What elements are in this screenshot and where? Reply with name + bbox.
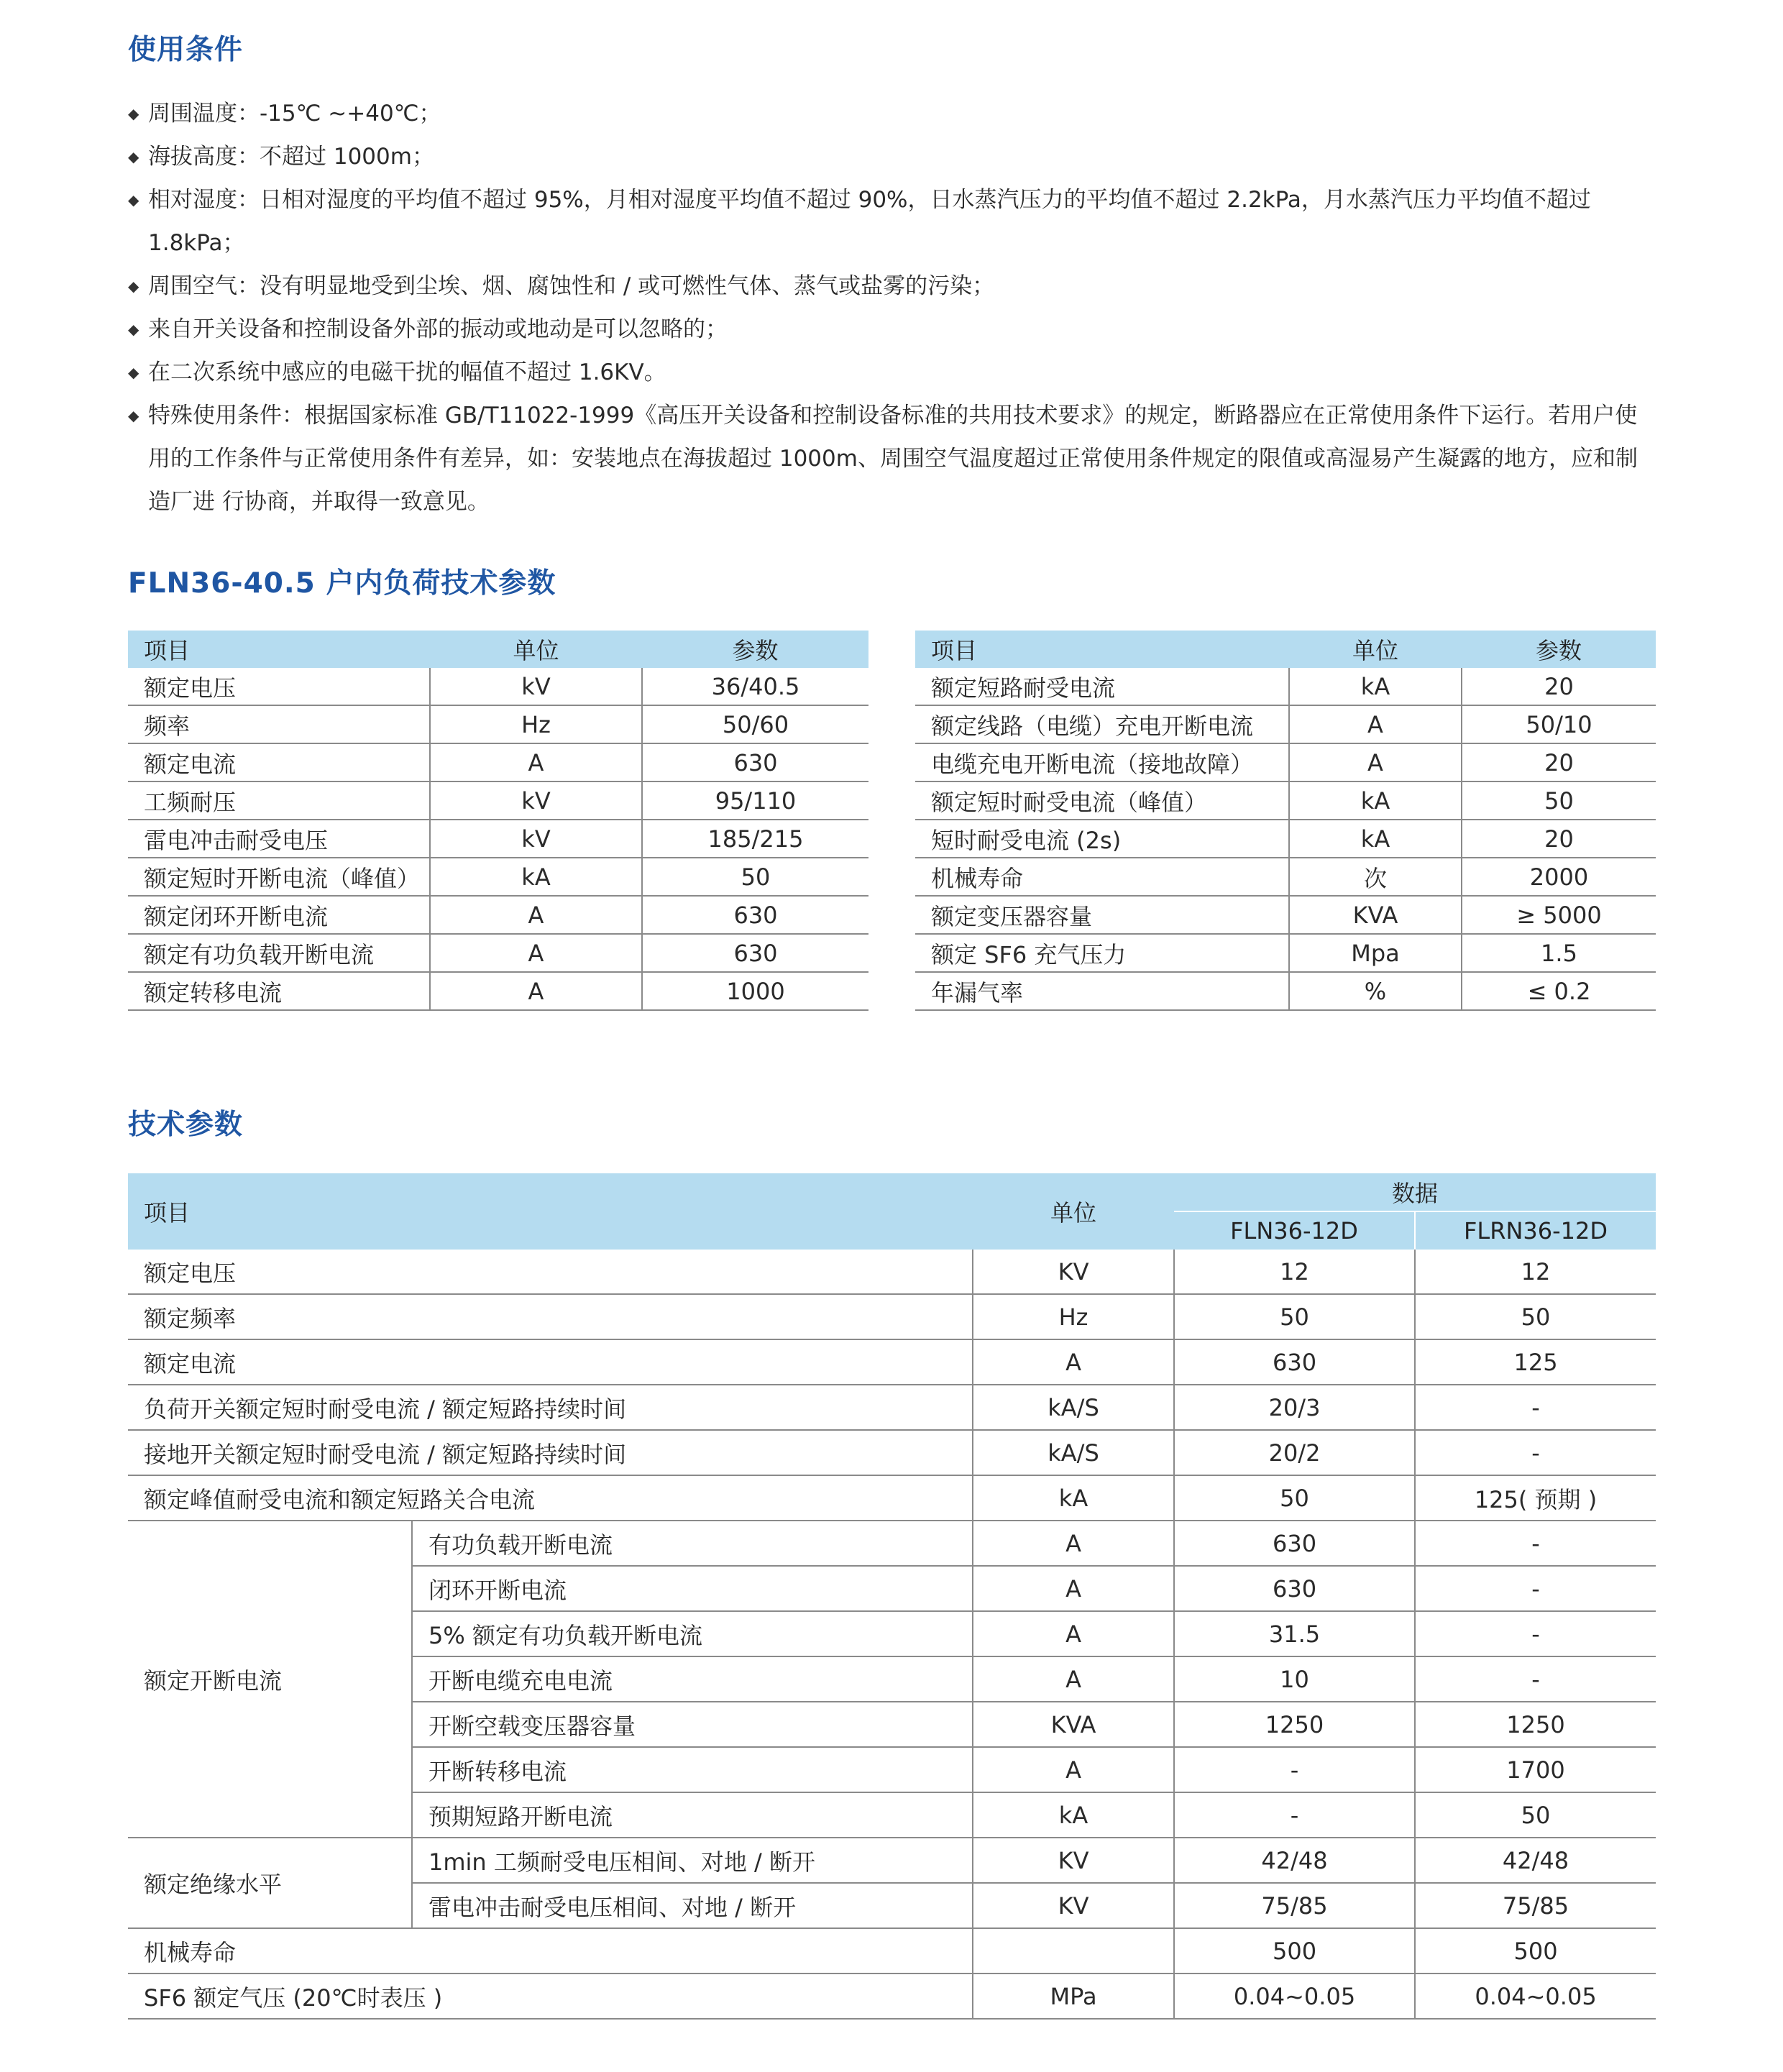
cell-unit: A (1289, 705, 1462, 743)
cell-value: 50 (642, 858, 868, 896)
cell-group-label: 额定开断电流 (128, 1521, 412, 1838)
cell-value-flrn36-12d: 12 (1415, 1250, 1656, 1294)
cell-item: 额定闭环开断电流 (128, 896, 430, 934)
cell-value-fln36-12d: 500 (1174, 1928, 1415, 1974)
cell-item: 开断空载变压器容量 (412, 1702, 973, 1747)
cell-unit: A (973, 1656, 1174, 1702)
cell-value-flrn36-12d: - (1415, 1430, 1656, 1475)
tech-params-table (128, 1173, 1656, 2020)
cell-item: 频率 (128, 705, 430, 743)
cell-value-fln36-12d: 31.5 (1174, 1611, 1415, 1656)
table-row (915, 743, 1656, 781)
cell-value: 1000 (642, 972, 868, 1010)
table-row (128, 705, 868, 743)
diamond-bullet-icon: ◆ (128, 321, 139, 338)
cell-item: 额定短时耐受电流（峰值） (915, 781, 1289, 820)
cell-unit: Mpa (1289, 934, 1462, 972)
cell-item: 雷电冲击耐受电压 (128, 820, 430, 858)
table-row (128, 1430, 1656, 1475)
cell-value-flrn36-12d: 0.04~0.05 (1415, 1974, 1656, 2019)
table-row (128, 781, 868, 820)
cell-item: 额定电压 (128, 668, 430, 705)
cell-item: 负荷开关额定短时耐受电流 / 额定短路持续时间 (128, 1385, 973, 1430)
cell-unit: % (1289, 972, 1462, 1010)
table-row (915, 896, 1656, 934)
cell-unit: A (430, 972, 642, 1010)
header-item: 项目 (915, 631, 1289, 668)
cell-item: 额定电流 (128, 1339, 973, 1385)
cell-value-flrn36-12d: 50 (1415, 1294, 1656, 1339)
cell-item: 机械寿命 (915, 858, 1289, 896)
list-item (128, 178, 1652, 265)
table-row (128, 668, 868, 705)
cell-value-fln36-12d: - (1174, 1792, 1415, 1838)
diamond-bullet-icon: ◆ (128, 364, 139, 381)
cell-unit: 次 (1289, 858, 1462, 896)
cell-unit: kA (1289, 781, 1462, 820)
condition-text: 相对湿度：日相对湿度的平均值不超过 95%，月相对湿度平均值不超过 90%，日水蒸汽压力的平均值不超过 2.2kPa，月水蒸汽压力平均值不超过 1.8kPa； (148, 187, 1591, 256)
cell-unit: kA (1289, 820, 1462, 858)
cell-unit: A (430, 743, 642, 781)
cell-item: SF6 额定气压 (20℃时表压 ) (128, 1974, 973, 2019)
cell-value-fln36-12d: 630 (1174, 1566, 1415, 1611)
cell-value-fln36-12d: 75/85 (1174, 1883, 1415, 1928)
table-row (128, 1838, 1656, 1883)
header-model-flrn36-12d: FLRN36-12D (1415, 1211, 1656, 1250)
table-row (915, 972, 1656, 1010)
table-row (915, 668, 1656, 705)
cell-value-flrn36-12d: - (1415, 1611, 1656, 1656)
cell-item: 有功负载开断电流 (412, 1521, 973, 1566)
cell-value: 95/110 (642, 781, 868, 820)
header-data: 数据 (1174, 1173, 1656, 1211)
cell-value: 1.5 (1462, 934, 1656, 972)
cell-item: 额定短路耐受电流 (915, 668, 1289, 705)
cell-unit: MPa (973, 1974, 1174, 2019)
cell-unit: KV (973, 1250, 1174, 1294)
header-unit: 单位 (430, 631, 642, 668)
cell-item: 接地开关额定短时耐受电流 / 额定短路持续时间 (128, 1430, 973, 1475)
cell-value: 36/40.5 (642, 668, 868, 705)
cell-value-fln36-12d: 12 (1174, 1250, 1415, 1294)
table-row (128, 1928, 1656, 1974)
cell-item: 额定变压器容量 (915, 896, 1289, 934)
cell-value-flrn36-12d: 50 (1415, 1792, 1656, 1838)
cell-value: 185/215 (642, 820, 868, 858)
cell-value-fln36-12d: - (1174, 1747, 1415, 1792)
cell-unit: A (430, 934, 642, 972)
diamond-bullet-icon: ◆ (128, 191, 139, 208)
diamond-bullet-icon: ◆ (128, 407, 139, 424)
cell-value-fln36-12d: 630 (1174, 1521, 1415, 1566)
table-row (128, 743, 868, 781)
list-item (128, 394, 1652, 523)
cell-value-flrn36-12d: 1250 (1415, 1702, 1656, 1747)
table-row (128, 1250, 1656, 1294)
cell-item: 5% 额定有功负载开断电流 (412, 1611, 973, 1656)
header-model-fln36-12d: FLN36-12D (1174, 1211, 1415, 1250)
table-row (128, 1521, 1656, 1566)
header-param: 参数 (1462, 631, 1656, 668)
table-row (915, 820, 1656, 858)
cell-unit: KV (973, 1838, 1174, 1883)
cell-item: 1min 工频耐受电压相间、对地 / 断开 (412, 1838, 973, 1883)
cell-value: 20 (1462, 743, 1656, 781)
cell-value-flrn36-12d: - (1415, 1385, 1656, 1430)
cell-value: 630 (642, 896, 868, 934)
list-item (128, 135, 1652, 178)
cell-value: 20 (1462, 668, 1656, 705)
section-title-conditions: 使用条件 (128, 34, 244, 66)
table-row (915, 705, 1656, 743)
cell-unit: kV (430, 781, 642, 820)
cell-item: 开断电缆充电电流 (412, 1656, 973, 1702)
list-item (128, 92, 1652, 135)
section-title-fln-params: FLN36-40.5 户内负荷技术参数 (128, 567, 556, 600)
cell-unit: kA (430, 858, 642, 896)
cell-value-flrn36-12d: 1700 (1415, 1747, 1656, 1792)
cell-unit: Hz (430, 705, 642, 743)
table-row (128, 1294, 1656, 1339)
header-unit: 单位 (1289, 631, 1462, 668)
cell-value-flrn36-12d: 500 (1415, 1928, 1656, 1974)
cell-item: 机械寿命 (128, 1928, 973, 1974)
cell-unit: A (973, 1747, 1174, 1792)
cell-value-fln36-12d: 20/3 (1174, 1385, 1415, 1430)
cell-value-fln36-12d: 50 (1174, 1294, 1415, 1339)
diamond-bullet-icon: ◆ (128, 105, 139, 122)
cell-value-flrn36-12d: 125( 预期 ) (1415, 1475, 1656, 1521)
cell-value-fln36-12d: 50 (1174, 1475, 1415, 1521)
cell-item: 额定 SF6 充气压力 (915, 934, 1289, 972)
list-item (128, 351, 1652, 394)
cell-value-fln36-12d: 20/2 (1174, 1430, 1415, 1475)
table-row (128, 1385, 1656, 1430)
cell-item: 额定电压 (128, 1250, 973, 1294)
cell-item: 额定短时开断电流（峰值） (128, 858, 430, 896)
cell-value: 630 (642, 743, 868, 781)
cell-item: 雷电冲击耐受电压相间、对地 / 断开 (412, 1883, 973, 1928)
list-item (128, 265, 1652, 308)
cell-value-flrn36-12d: - (1415, 1521, 1656, 1566)
table-row (128, 858, 868, 896)
table-header-row (128, 631, 868, 668)
cell-value: 630 (642, 934, 868, 972)
cell-item: 额定转移电流 (128, 972, 430, 1010)
cell-value-fln36-12d: 630 (1174, 1339, 1415, 1385)
cell-value: 50 (1462, 781, 1656, 820)
cell-unit: A (430, 896, 642, 934)
cell-unit: kA/S (973, 1385, 1174, 1430)
cell-value-fln36-12d: 0.04~0.05 (1174, 1974, 1415, 2019)
fln-params-table-right (915, 631, 1656, 1011)
condition-text: 周围空气：没有明显地受到尘埃、烟、腐蚀性和 / 或可燃性气体、蒸气或盐雾的污染； (148, 273, 995, 299)
table-row (915, 858, 1656, 896)
table-row (128, 1475, 1656, 1521)
list-item (128, 308, 1652, 351)
cell-unit: A (973, 1339, 1174, 1385)
cell-value-flrn36-12d: - (1415, 1656, 1656, 1702)
cell-value: 20 (1462, 820, 1656, 858)
cell-unit: KVA (1289, 896, 1462, 934)
cell-item: 额定峰值耐受电流和额定短路关合电流 (128, 1475, 973, 1521)
table-header-row (128, 1173, 1656, 1211)
cell-item: 工频耐压 (128, 781, 430, 820)
cell-item: 额定频率 (128, 1294, 973, 1339)
cell-item: 额定线路（电缆）充电开断电流 (915, 705, 1289, 743)
table-row (915, 934, 1656, 972)
table-header-row (915, 631, 1656, 668)
cell-unit: A (1289, 743, 1462, 781)
cell-unit: A (973, 1611, 1174, 1656)
table-row (128, 820, 868, 858)
cell-item: 短时耐受电流 (2s) (915, 820, 1289, 858)
condition-text: 海拔高度：不超过 1000m； (148, 144, 434, 170)
section-title-tech-params: 技术参数 (128, 1109, 244, 1141)
cell-unit: KV (973, 1883, 1174, 1928)
condition-text: 在二次系统中感应的电磁干扰的幅值不超过 1.6KV。 (148, 359, 666, 385)
header-unit: 单位 (973, 1173, 1174, 1250)
table-row (128, 972, 868, 1010)
cell-value-flrn36-12d: 42/48 (1415, 1838, 1656, 1883)
cell-item: 年漏气率 (915, 972, 1289, 1010)
header-item: 项目 (128, 631, 430, 668)
table-row (128, 934, 868, 972)
cell-value-flrn36-12d: - (1415, 1566, 1656, 1611)
cell-value: 50/10 (1462, 705, 1656, 743)
cell-value-flrn36-12d: 125 (1415, 1339, 1656, 1385)
condition-text: 来自开关设备和控制设备外部的振动或地动是可以忽略的； (148, 316, 728, 342)
cell-unit: kA (1289, 668, 1462, 705)
cell-item: 开断转移电流 (412, 1747, 973, 1792)
cell-unit: kV (430, 820, 642, 858)
cell-unit: kA (973, 1475, 1174, 1521)
cell-item: 额定电流 (128, 743, 430, 781)
header-param: 参数 (642, 631, 868, 668)
cell-value: 50/60 (642, 705, 868, 743)
cell-value-flrn36-12d: 75/85 (1415, 1883, 1656, 1928)
cell-value-fln36-12d: 1250 (1174, 1702, 1415, 1747)
cell-item: 闭环开断电流 (412, 1566, 973, 1611)
header-item: 项目 (128, 1173, 973, 1250)
cell-unit: A (973, 1566, 1174, 1611)
cell-group-label: 额定绝缘水平 (128, 1838, 412, 1928)
table-row (128, 1974, 1656, 2019)
cell-item: 预期短路开断电流 (412, 1792, 973, 1838)
cell-unit: kA/S (973, 1430, 1174, 1475)
condition-text: 特殊使用条件：根据国家标准 GB/T11022-1999《高压开关设备和控制设备标准的共用技术要求》的规定，断路器应在正常使用条件下运行。若用户使用的工作条件与正常使用条件有差异，如：安装地点在海拔超过 1000m、周围空气温度超过正常使用条件规定的限值或高湿易产生凝露的地方，应和制造厂进 行协商，并取得一致意见。 (148, 403, 1638, 515)
cell-value: ≤ 0.2 (1462, 972, 1656, 1010)
cell-unit: KVA (973, 1702, 1174, 1747)
table-row (128, 896, 868, 934)
cell-unit: Hz (973, 1294, 1174, 1339)
diamond-bullet-icon: ◆ (128, 148, 139, 165)
cell-unit: kA (973, 1792, 1174, 1838)
cell-value: 2000 (1462, 858, 1656, 896)
condition-text: 周围温度：-15℃ ~+40℃； (148, 101, 441, 127)
cell-unit: A (973, 1521, 1174, 1566)
table-row (128, 1339, 1656, 1385)
diamond-bullet-icon: ◆ (128, 278, 139, 295)
cell-value-fln36-12d: 42/48 (1174, 1838, 1415, 1883)
fln-params-table-left (128, 631, 868, 1011)
conditions-list (128, 92, 1652, 523)
cell-value: ≥ 5000 (1462, 896, 1656, 934)
cell-unit (973, 1928, 1174, 1974)
cell-value-fln36-12d: 10 (1174, 1656, 1415, 1702)
cell-unit: kV (430, 668, 642, 705)
cell-item: 电缆充电开断电流（接地故障） (915, 743, 1289, 781)
table-row (915, 781, 1656, 820)
cell-item: 额定有功负载开断电流 (128, 934, 430, 972)
